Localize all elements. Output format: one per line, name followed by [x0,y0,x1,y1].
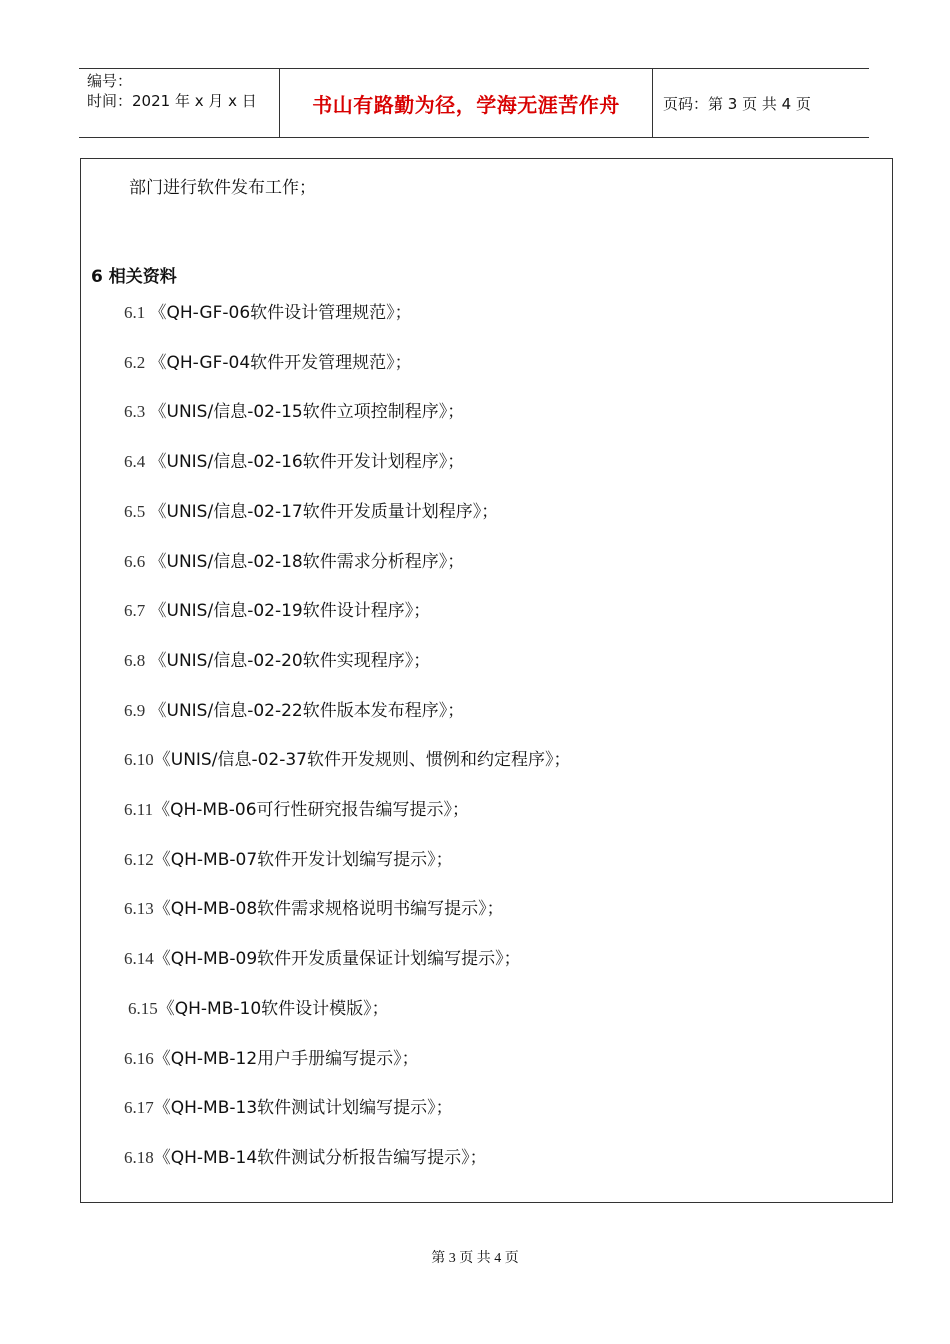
reference-title: 《QH-MB-06可行性研究报告编写提示》； [153,800,470,820]
reference-title: 《QH-MB-07软件开发计划编写提示》； [153,849,453,870]
reference-number: 6.8 [124,650,150,670]
section-heading: 6 相关资料 [91,267,177,287]
reference-item [124,1093,453,1118]
reference-number: 6.5 [124,501,150,521]
reference-title: 《QH-MB-08软件需求规格说明书编写提示》； [153,899,504,920]
reference-item [124,845,453,870]
reference-item [124,745,570,770]
reference-number: 6.7 [124,601,150,621]
reference-title: 《UNIS/信息-02-17软件开发质量计划程序》； [149,501,499,522]
reference-number: 6.4 [124,452,150,472]
reference-number: 6.2 [124,352,150,372]
reference-number: 6.11 [124,800,154,819]
reference-number: 6.9 [124,700,150,720]
doc-time-label: 时间：2021 年 x 月 x 日 [87,92,257,110]
reference-number: 6.17 [124,1098,154,1118]
reference-title: 《UNIS/信息-02-37软件开发规则、惯例和约定程序》； [153,750,571,771]
reference-item [124,894,504,919]
reference-title: 《QH-GF-04软件开发管理规范》； [149,352,412,373]
reference-item [124,547,464,572]
header-page-label: 页码：第 3 页 共 4 页 [663,95,811,113]
reference-item [124,646,430,671]
reference-number: 6.13 [124,899,154,919]
reference-title: 《QH-MB-09软件开发质量保证计划编写提示》； [153,949,521,970]
reference-item [124,596,430,621]
header-motto: 书山有路勤为径，学海无涯苦作舟 [312,93,620,117]
reference-item [124,795,469,820]
reference-number: 6.10 [124,750,154,770]
reference-title: 《UNIS/信息-02-18软件需求分析程序》； [149,551,465,572]
page-footer: 第 3 页 共 4 页 [431,1251,519,1266]
reference-title: 《QH-GF-06软件设计管理规范》； [149,303,412,323]
reference-title: 《QH-MB-13软件测试计划编写提示》； [153,1098,453,1119]
header-divider [652,69,653,137]
reference-title: 《UNIS/信息-02-16软件开发计划程序》； [149,452,465,473]
reference-item [124,447,464,472]
reference-number: 6.1 [124,303,150,322]
reference-title: 《QH-MB-10软件设计模版》； [157,998,389,1019]
reference-number: 6.12 [124,849,154,869]
reference-number: 6.6 [124,551,150,571]
reference-item [124,298,412,323]
reference-title: 《UNIS/信息-02-20软件实现程序》； [149,650,431,671]
doc-number-label: 编号： [87,72,133,90]
reference-item [124,1143,487,1168]
reference-title: 《UNIS/信息-02-22软件版本发布程序》； [149,700,465,721]
reference-number: 6.15 [128,998,158,1018]
reference-title: 《UNIS/信息-02-15软件立项控制程序》； [149,402,465,423]
reference-number: 6.16 [124,1048,154,1068]
reference-item [128,994,389,1019]
reference-item [124,1044,419,1069]
reference-number: 6.18 [124,1147,154,1167]
intro-line: 部门进行软件发布工作； [129,178,316,198]
reference-title: 《QH-MB-12用户手册编写提示》； [153,1048,419,1069]
content-box [80,158,893,1203]
reference-title: 《QH-MB-14软件测试分析报告编写提示》； [153,1147,487,1168]
reference-item [124,348,412,373]
reference-item [124,497,498,522]
reference-item [124,696,464,721]
reference-item [124,397,464,422]
header-meta [87,71,257,111]
page-header [79,68,869,138]
reference-title: 《UNIS/信息-02-19软件设计程序》； [149,601,431,622]
reference-number: 6.3 [124,402,150,422]
reference-item [124,944,521,969]
reference-number: 6.14 [124,949,154,969]
